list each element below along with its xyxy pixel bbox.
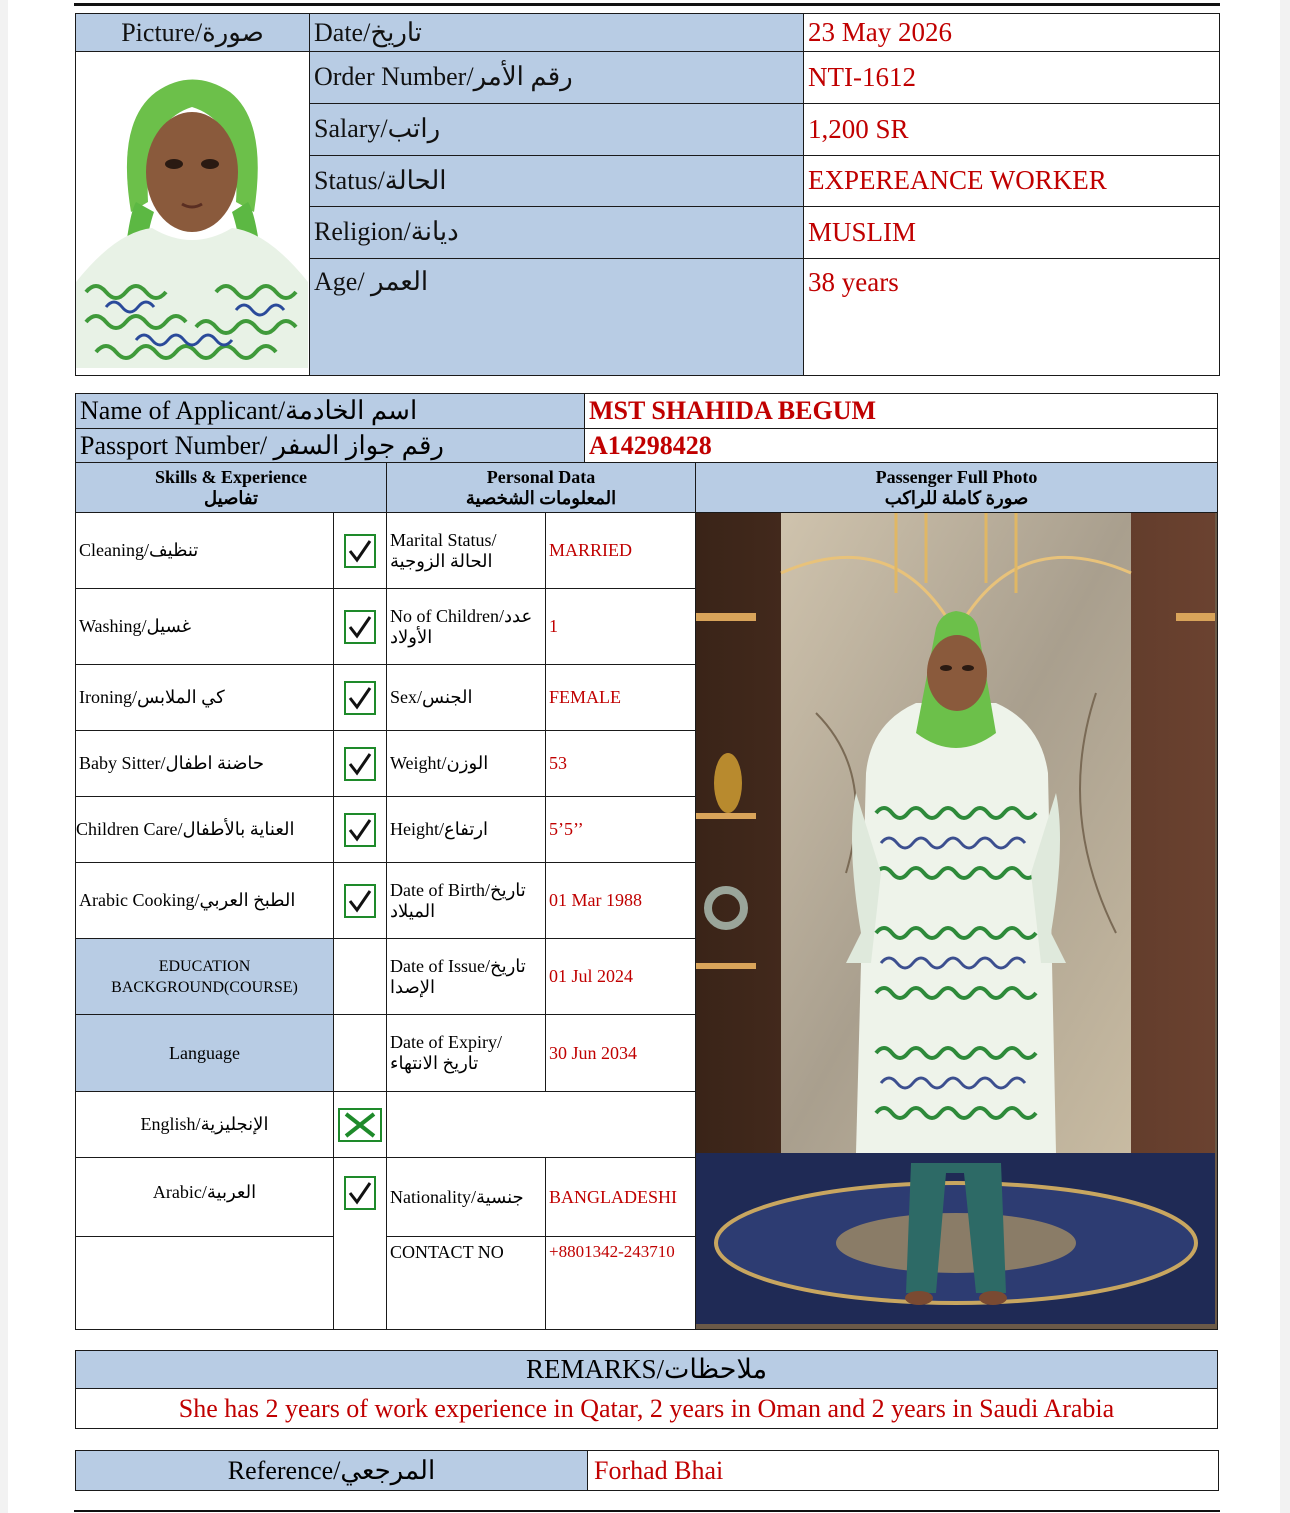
checkmark-icon <box>344 681 376 715</box>
picture-label: Picture/صورة <box>76 14 310 52</box>
height-value: 5’5’’ <box>546 797 696 863</box>
personal-header <box>387 463 696 513</box>
date-of-expiry-value: 30 Jun 2034 <box>546 1015 696 1092</box>
portrait-image <box>76 52 308 368</box>
marital-status-value: MARRIED <box>546 513 696 589</box>
cross-box-icon <box>338 1108 382 1142</box>
skill-arabic-cooking-label: Arabic Cooking/الطبخ العربي <box>76 863 334 939</box>
salary-label: Salary/راتب <box>310 103 804 155</box>
personal-title-ar: المعلومات الشخصية <box>465 487 617 508</box>
skills-header <box>76 463 387 513</box>
remarks-table <box>75 1350 1218 1429</box>
date-of-expiry-label: Date of Expiry/ تاريخ الانتهاء <box>387 1015 546 1092</box>
reference-table <box>75 1450 1219 1491</box>
order-number-label: Order Number/رقم الأمر <box>310 52 804 104</box>
bottom-rule <box>74 1510 1220 1512</box>
nationality-value: BANGLADESHI <box>546 1158 696 1237</box>
skill-washing-label: Washing/غسيل <box>76 589 334 665</box>
language-english-check <box>334 1092 387 1158</box>
applicant-name-value: MST SHAHIDA BEGUM <box>585 394 1218 429</box>
passport-number-label: Passport Number/ رقم جواز السفر <box>76 429 585 463</box>
height-label: Height/ارتفاع <box>387 797 546 863</box>
skill-ironing-check <box>334 665 387 731</box>
date-of-birth-label: Date of Birth/تاريخ الميلاد <box>387 863 546 939</box>
religion-value: MUSLIM <box>804 206 1220 258</box>
skill-washing-check <box>334 589 387 665</box>
personal-title: Personal Data <box>486 466 596 487</box>
checkmark-icon <box>344 813 376 847</box>
reference-label: Reference/المرجعي <box>76 1451 588 1491</box>
applicant-portrait <box>76 52 310 376</box>
empty-cell <box>76 1237 334 1330</box>
passenger-full-photo <box>696 513 1218 1330</box>
details-table <box>75 462 1218 1330</box>
weight-value: 53 <box>546 731 696 797</box>
remarks-label: REMARKS/ملاحظات <box>76 1351 1218 1389</box>
religion-label: Religion/ديانة <box>310 206 804 258</box>
children-count-value: 1 <box>546 589 696 665</box>
skill-children-care-check <box>334 797 387 863</box>
checkmark-icon <box>344 747 376 781</box>
applicant-table <box>75 393 1218 463</box>
photo-title-ar: صورة كاملة للراكب <box>884 487 1029 508</box>
skills-title-ar: تفاصيل <box>204 487 258 508</box>
contact-value: +8801342-243710 <box>546 1237 696 1330</box>
education-check <box>334 939 387 1015</box>
skill-baby-sitter-check <box>334 731 387 797</box>
sex-label: Sex/الجنس <box>387 665 546 731</box>
sex-value: FEMALE <box>546 665 696 731</box>
marital-status-label: Marital Status/ الحالة الزوجية <box>387 513 546 589</box>
status-value: EXPEREANCE WORKER <box>804 155 1220 206</box>
education-label: EDUCATION BACKGROUND(COURSE) <box>76 939 334 1015</box>
language-english-label: English/الإنجليزية <box>76 1092 334 1158</box>
applicant-name-label: Name of Applicant/اسم الخادمة <box>76 394 585 429</box>
remarks-value: She has 2 years of work experience in Qatar, 2 years in Oman and 2 years in Saudi Arabia <box>76 1389 1218 1429</box>
skill-children-care-label: Children Care/العناية بالأطفال <box>76 797 334 863</box>
date-value: 23 May 2026 <box>804 14 1220 52</box>
order-number-value: NTI-1612 <box>804 52 1220 104</box>
children-count-label: No of Children/عدد الأولاد <box>387 589 546 665</box>
contact-label: CONTACT NO <box>387 1237 546 1330</box>
weight-label: Weight/الوزن <box>387 731 546 797</box>
skill-arabic-cooking-check <box>334 863 387 939</box>
skill-baby-sitter-label: Baby Sitter/حاضنة اطفال <box>76 731 334 797</box>
skill-cleaning-check <box>334 513 387 589</box>
checkmark-icon <box>344 1176 376 1210</box>
empty-cell <box>387 1092 696 1158</box>
photo-title: Passenger Full Photo <box>875 466 1038 487</box>
checkmark-icon <box>344 534 376 568</box>
date-label: Date/تاريخ <box>310 14 804 52</box>
status-label: Status/الحالة <box>310 155 804 206</box>
language-arabic-check <box>334 1158 387 1330</box>
language-label: Language <box>76 1015 334 1092</box>
passport-number-value: A14298428 <box>585 429 1218 463</box>
skill-ironing-label: Ironing/كي الملابس <box>76 665 334 731</box>
photo-header <box>696 463 1218 513</box>
skills-title: Skills & Experience <box>155 466 307 487</box>
full-photo-image <box>696 513 1215 1324</box>
checkmark-icon <box>344 610 376 644</box>
age-label: Age/ العمر <box>310 258 804 375</box>
header-table <box>75 13 1220 376</box>
age-value: 38 years <box>804 258 1220 375</box>
date-of-issue-label: Date of Issue/تاريخ الإصدا <box>387 939 546 1015</box>
language-arabic-label: Arabic/العربية <box>76 1158 334 1237</box>
skill-cleaning-label: Cleaning/تنظيف <box>76 513 334 589</box>
language-check <box>334 1015 387 1092</box>
salary-value: 1,200 SR <box>804 103 1220 155</box>
nationality-label: Nationality/جنسية <box>387 1158 546 1237</box>
checkmark-icon <box>344 884 376 918</box>
date-of-issue-value: 01 Jul 2024 <box>546 939 696 1015</box>
date-of-birth-value: 01 Mar 1988 <box>546 863 696 939</box>
top-rule <box>74 3 1220 6</box>
reference-value: Forhad Bhai <box>588 1451 1219 1491</box>
